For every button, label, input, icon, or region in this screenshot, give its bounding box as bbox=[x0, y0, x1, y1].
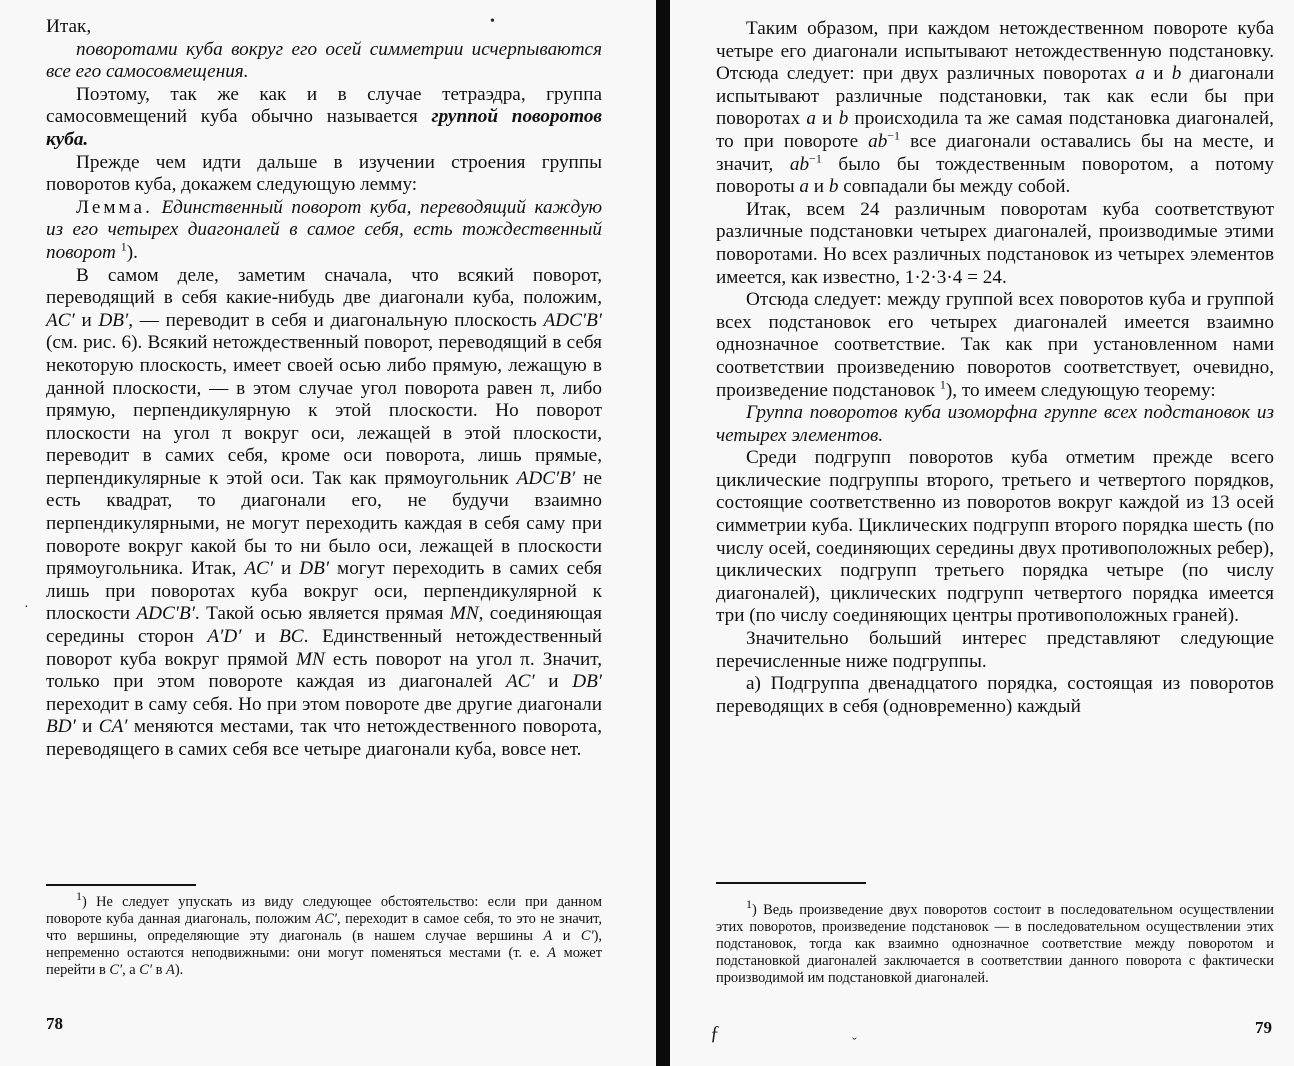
text-run: В самом деле, заметим сначала, что всякий поворот, переводящий в себя какие-нибудь две диагонали куба, положим, bbox=[46, 264, 602, 309]
math-symbol: A bbox=[547, 945, 557, 961]
footnote-rule bbox=[716, 882, 866, 884]
footnote-text bbox=[46, 889, 602, 979]
paragraph: поворотами куба вокруг его осей симметрии исчерпываются все его самосовмещения. bbox=[46, 38, 602, 83]
text-run: в bbox=[152, 962, 167, 978]
text-run: и bbox=[1144, 63, 1172, 85]
text-run: переходит в саму себя. Но при этом повороте две другие диагонали bbox=[46, 693, 602, 715]
text-run: и bbox=[552, 928, 581, 944]
text-run: Отсюда следует: между группой всех поворотов куба и группой всех подстановок его четырех диагоналей имеется взаимно однозначное соответствие. Так как при установленном нами соответствии произведению поворотов соответствует, очевидно, произведение подстановок bbox=[716, 289, 1274, 401]
math-symbol: ab bbox=[868, 130, 888, 152]
math-symbol: AC′ bbox=[244, 558, 274, 580]
left-page-body bbox=[46, 16, 602, 762]
text-run: и bbox=[534, 671, 573, 693]
text-run: Поэтому, так же как и в случае тетраэдра, группа самосовмещений куба обычно называется bbox=[46, 83, 602, 128]
paragraph bbox=[46, 265, 602, 762]
paragraph bbox=[46, 197, 602, 265]
math-symbol: MN bbox=[449, 603, 479, 625]
paragraph: Среди подгрупп поворотов куба отметим прежде всего циклические подгруппы второго, третьего и четвертого порядков, состоящие соответственно из поворотов вокруг каждой из 13 осей симметрии куба. Циклических подгрупп второго порядка шесть (по числу осей, соединяющих середины двух противоположных ребер), циклических подгрупп третьего порядка четыре (по числу диагоналей), циклических подгрупп четвертого порядка имеется три (по числу соединяющих центры противоположных граней). bbox=[716, 447, 1274, 627]
math-symbol: a bbox=[799, 176, 809, 198]
print-speck: ˇ bbox=[852, 1036, 857, 1051]
paragraph: Группа поворотов куба изоморфна группе всех подстановок из четырех элементов. bbox=[716, 402, 1274, 446]
math-symbol: BD′ bbox=[46, 716, 76, 738]
paragraph: Прежде чем идти дальше в изучении строения группы поворотов куба, докажем следующую лемму: bbox=[46, 151, 602, 196]
math-symbol: C′ bbox=[139, 962, 153, 978]
text-run: ), то имеем следующую теорему: bbox=[945, 379, 1216, 401]
footnote-text bbox=[716, 897, 1274, 987]
text-run: совпадали бы между собой. bbox=[838, 176, 1071, 198]
math-symbol: AC′ bbox=[46, 309, 75, 331]
math-symbol: A bbox=[166, 962, 175, 978]
paragraph: Значительно больший интерес представляют следующие перечисленные ниже подгруппы. bbox=[716, 628, 1274, 672]
superscript: −1 bbox=[887, 128, 901, 143]
text-run: , соединяющая середины сторон bbox=[46, 603, 602, 648]
paragraph bbox=[716, 289, 1274, 402]
text-run: есть поворот на угол π. Значит, только при этом повороте каждая из диагоналей bbox=[46, 648, 602, 693]
left-footnote bbox=[46, 889, 602, 979]
math-symbol: C′ bbox=[109, 962, 123, 978]
math-symbol: Единственный поворот куба, переводящий каждую из его четырех диагоналей в самое себя, есть тождественный поворот bbox=[46, 196, 602, 263]
math-symbol: a bbox=[1135, 63, 1145, 85]
paragraph: а) Подгруппа двенадцатого порядка, состоящая из поворотов переводящих в себя (одновременно) каждый bbox=[716, 673, 1274, 717]
math-symbol: ADC′B′ bbox=[543, 309, 602, 331]
math-symbol: AC′ bbox=[505, 671, 535, 693]
paragraph bbox=[716, 18, 1274, 199]
math-symbol: A′D′ bbox=[207, 626, 242, 648]
math-symbol: CA′ bbox=[98, 716, 128, 738]
footnote-marker: 1 bbox=[76, 889, 82, 904]
math-symbol: a bbox=[806, 108, 816, 130]
math-symbol: DB′ bbox=[299, 558, 330, 580]
text-run: не есть квадрат, то диагонали его, не будучи взаимно перпендикулярными, не могут переходить каждая в себя саму при повороте вокруг какой бы то ни было оси, лежащей в плоскости прямоугольника. Итак, bbox=[46, 467, 602, 580]
text-run: ). bbox=[174, 962, 184, 978]
footnote-rule bbox=[46, 884, 196, 886]
math-symbol: ADC′B′ bbox=[136, 603, 195, 625]
math-symbol: ab bbox=[789, 153, 810, 175]
page-number-right: 79 bbox=[1255, 1018, 1272, 1037]
math-symbol: DB′ bbox=[98, 309, 129, 331]
superscript: −1 bbox=[809, 151, 822, 166]
paragraph: Итак, bbox=[46, 16, 92, 37]
text-run: , — переводит в себя и диагональную плоскость bbox=[128, 309, 544, 331]
text-run: ) Не следует упускать из виду следующее обстоятельство: если при данном повороте куба данная диагональ, положим bbox=[46, 894, 602, 927]
text-run: , переходит в самое себя, то это не значит, что вершины, определяющие эту диагональ (в нашем случае вершины bbox=[46, 911, 602, 944]
text-run: может перейти в bbox=[46, 945, 602, 978]
math-symbol: DB′ bbox=[572, 671, 602, 693]
text-run: и bbox=[241, 626, 280, 648]
text-run: и bbox=[815, 108, 839, 130]
text-run: Лемма. bbox=[76, 196, 153, 218]
text-run: . Единственный нетождественный поворот куба вокруг прямой bbox=[46, 626, 602, 670]
math-symbol: AC′ bbox=[315, 911, 337, 927]
text-run: и bbox=[75, 716, 99, 738]
text-run: (см. рис. 6). Всякий нетождественный поворот, переводящий в себя некоторую плоскость, имеет своей осью либо прямую, лежащую в данной плоскости, — в этом случае угол поворота равен π, либо прямую, перпендикулярную к этой плоскости. Но поворот плоскости на угол π вокруг оси, лежащей в этой плоскости, переводит в самих себя, кроме оси поворота, лишь прямые, перпендикулярные к этой оси. Так как прямоугольник bbox=[46, 332, 602, 489]
text-run: , а bbox=[122, 962, 140, 978]
paragraph bbox=[46, 84, 602, 152]
right-page bbox=[670, 0, 1294, 1066]
math-symbol: b bbox=[828, 176, 839, 198]
text-run: ) Ведь произведение двух поворотов состоит в последовательном осуществлении этих поворотов, произведение подстановок — в последовательном осуществлении этих подстановок, тогда как взаимно однозначное соответствие между поворотом и подстановкой диагоналей заключается в соответствии данного поворота с фактически производимой им подстановкой диагоналей. bbox=[716, 902, 1274, 986]
text-run: и bbox=[74, 309, 99, 331]
text-run: группой поворотов куба. bbox=[46, 106, 602, 150]
text-run: могут переходить в самих себя лишь при поворотах куба вокруг оси, перпендикулярной к плоскости bbox=[46, 558, 602, 625]
text-run: было бы тождественным поворотом, а потому повороты bbox=[716, 153, 1274, 198]
math-symbol: MN bbox=[296, 648, 325, 670]
math-symbol: ADC′B′ bbox=[516, 467, 576, 489]
math-symbol: C′ bbox=[580, 928, 594, 944]
math-symbol: A bbox=[543, 928, 553, 944]
footnote-ref: 1 bbox=[120, 239, 127, 254]
text-run: ), непременно остаются неподвижными: они могут поменяться местами (т. е. bbox=[46, 928, 602, 961]
text-run: Таким образом, при каждом нетождественном повороте куба четыре его диагонали испытывают нетождественную подстановку. Отсюда следует: при двух различных поворотах bbox=[716, 18, 1274, 85]
book-spine bbox=[656, 0, 670, 1066]
superscript: 1 bbox=[939, 377, 946, 392]
text-run: происходила та же самая подстановка диагоналей, то при повороте bbox=[716, 108, 1274, 152]
print-speck: ƒ bbox=[710, 1022, 720, 1044]
math-symbol: BC bbox=[279, 626, 304, 648]
text-run: все диагонали оставались бы на месте, и значит, bbox=[716, 130, 1275, 175]
print-speck: · bbox=[24, 600, 29, 615]
text-run: и bbox=[273, 558, 300, 580]
text-run: . Такой осью является прямая bbox=[194, 603, 450, 625]
math-symbol: b bbox=[1171, 63, 1182, 85]
footnote-marker: 1 bbox=[746, 897, 752, 912]
print-speck: • bbox=[490, 14, 495, 29]
text-run: диагонали испытывают различные подстановки, так как если бы при поворотах bbox=[716, 63, 1274, 130]
right-footnote bbox=[716, 897, 1274, 987]
paragraph: Итак, всем 24 различным поворотам куба соответствуют различные подстановки четырех диагоналей, производимые этими поворотами. Но всех различных подстановок из четырех элементов имеется, как известно, 1·2·3·4 = 24. bbox=[716, 198, 1274, 288]
math-symbol: b bbox=[838, 108, 849, 130]
text-run: ). bbox=[126, 241, 138, 263]
page-number-left: 78 bbox=[46, 1014, 63, 1033]
right-page-body bbox=[716, 18, 1274, 718]
text-run: меняются местами, так что нетождественного поворота, переводящего в самих себя все четыре диагонали куба, вовсе нет. bbox=[46, 716, 602, 760]
text-run: и bbox=[809, 176, 829, 198]
